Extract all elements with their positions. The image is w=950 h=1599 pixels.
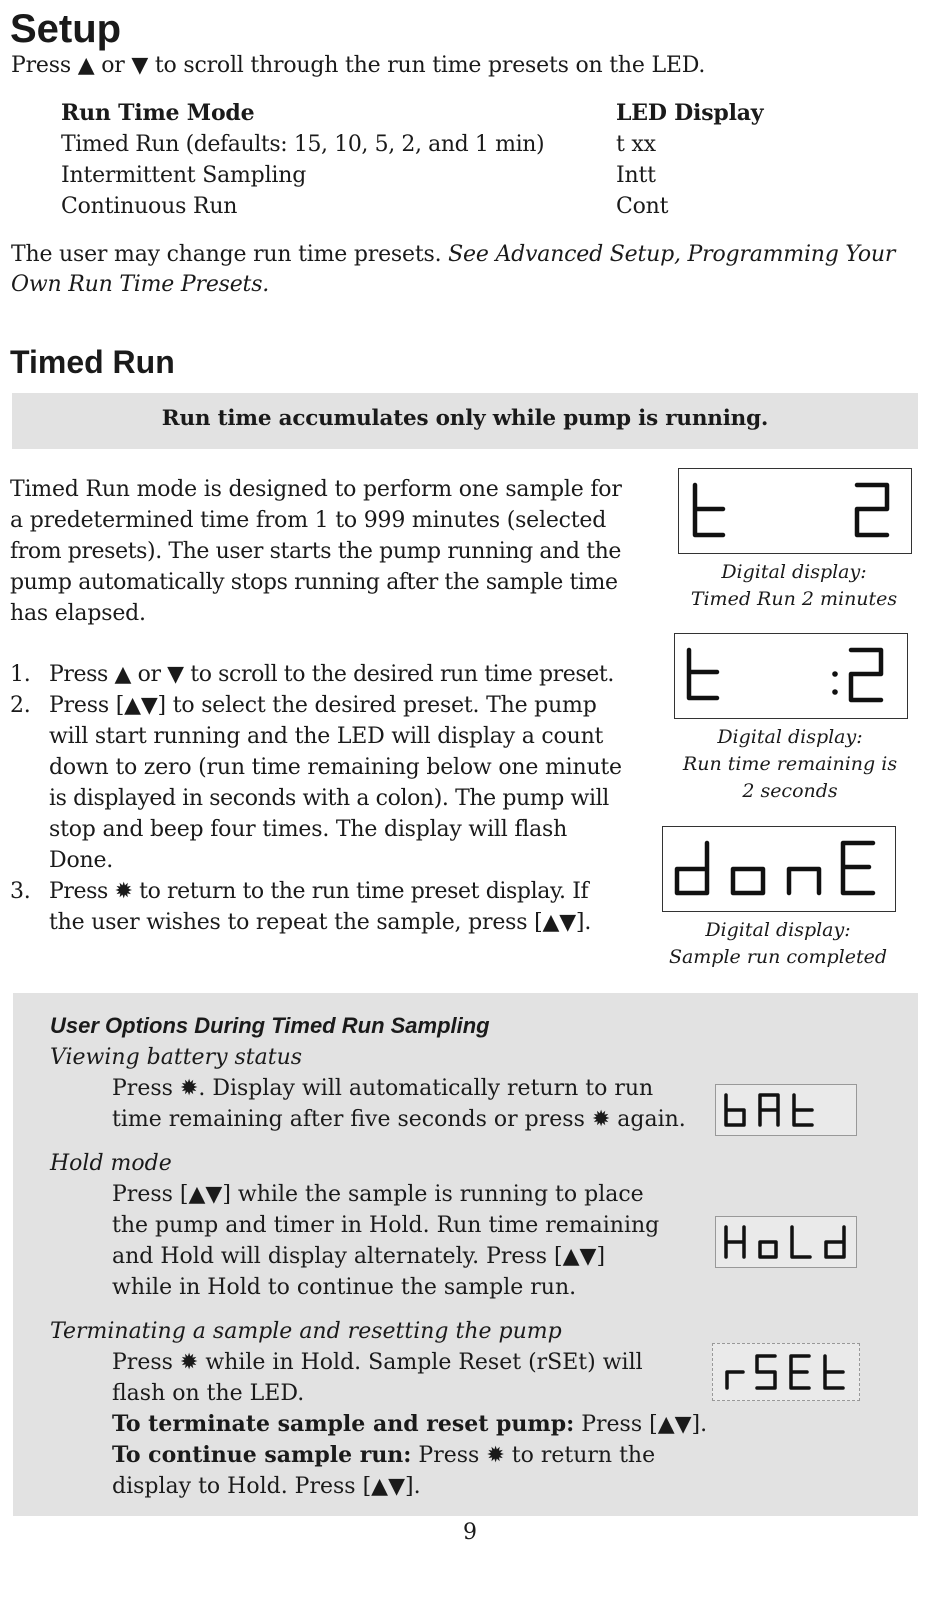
continue-instruction: Press ✹ to return the xyxy=(411,1443,656,1468)
step-item xyxy=(10,876,660,938)
led-segment-s xyxy=(757,1356,775,1388)
table-cell-mode: Continuous Run xyxy=(61,194,238,219)
led-segment-d xyxy=(826,1227,844,1257)
step-number: 3. xyxy=(10,879,31,904)
led-caption xyxy=(662,917,894,971)
setup-note-reference: See Advanced Setup, Programming Your xyxy=(448,242,896,267)
led-segment-n xyxy=(789,869,819,893)
led-segment-b xyxy=(726,1095,744,1125)
hold-text xyxy=(112,1179,659,1303)
hold-line: the pump and timer in Hold. Run time remaining xyxy=(112,1213,660,1238)
warning-banner-text: Run time accumulates only while pump is running. xyxy=(161,406,769,431)
paragraph-line: a predetermined time from 1 to 999 minutes (selected xyxy=(10,508,607,533)
step-number: 2. xyxy=(10,693,31,718)
paragraph-line: has elapsed. xyxy=(10,601,146,626)
led-segment-l xyxy=(792,1227,810,1257)
paragraph-line: pump automatically stops running after the sample time xyxy=(10,570,618,595)
led-caption xyxy=(678,559,910,613)
led-display-hold xyxy=(715,1216,857,1268)
reset-instruction: Press [▲▼]. xyxy=(574,1412,708,1437)
user-options-title: User Options During Timed Run Sampling xyxy=(50,1013,490,1038)
paragraph-line: from presets). The user starts the pump running and the xyxy=(10,539,622,564)
led-caption xyxy=(674,724,906,805)
led-digits xyxy=(663,827,895,911)
caption-line: Timed Run 2 minutes xyxy=(690,588,898,610)
led-segment-a xyxy=(760,1095,778,1125)
led-display-timed-run xyxy=(678,468,912,554)
led-segment-t xyxy=(695,485,723,535)
battery-line: time remaining after five seconds or press ✹ again. xyxy=(112,1107,686,1132)
led-display-reset xyxy=(712,1343,860,1401)
led-colon-dot xyxy=(832,671,838,677)
caption-line: Sample run completed xyxy=(668,946,888,968)
led-segment-r xyxy=(727,1372,743,1388)
setup-intro: Press ▲ or ▼ to scroll through the run time presets on the LED. xyxy=(11,53,706,78)
caption-line: 2 seconds xyxy=(742,780,838,802)
battery-text xyxy=(112,1073,686,1135)
battery-heading: Viewing battery status xyxy=(50,1045,303,1070)
led-segment-2 xyxy=(851,650,881,700)
setup-note-reference-cont: Own Run Time Presets. xyxy=(11,272,270,297)
led-segment-d xyxy=(677,843,707,893)
terminate-heading: Terminating a sample and resetting the pump xyxy=(50,1319,562,1344)
table-cell-led: t xx xyxy=(616,132,656,157)
table-cell-mode: Timed Run (defaults: 15, 10, 5, 2, and 1 min) xyxy=(61,132,545,157)
warning-banner xyxy=(12,393,918,449)
led-display-done xyxy=(662,826,896,912)
led-display-battery xyxy=(715,1084,857,1136)
led-digits xyxy=(675,634,907,718)
led-segment-o xyxy=(760,1242,776,1257)
step-text: Press [▲▼] to select the desired preset. The pump xyxy=(49,693,597,718)
led-digits xyxy=(679,469,911,553)
led-segment-h xyxy=(726,1227,744,1257)
timed-run-paragraph xyxy=(10,474,660,629)
led-segment-o xyxy=(733,869,763,893)
step-item xyxy=(10,690,660,876)
continue-instruction-label: To continue sample run: xyxy=(112,1442,412,1468)
table-header-led: LED Display xyxy=(616,100,764,126)
led-colon-dot xyxy=(832,689,838,695)
caption-line: Run time remaining is xyxy=(682,753,898,775)
table-header-mode: Run Time Mode xyxy=(61,100,255,126)
caption-line: Digital display: xyxy=(705,919,851,941)
battery-line: Press ✹. Display will automatically return to run xyxy=(112,1076,654,1101)
hold-line: Press [▲▼] while the sample is running to place xyxy=(112,1182,644,1207)
step-text: is displayed in seconds with a colon). The pump will xyxy=(49,786,609,811)
table-cell-mode: Intermittent Sampling xyxy=(61,163,307,188)
step-item xyxy=(10,659,660,690)
terminate-line: flash on the LED. xyxy=(112,1381,305,1406)
table-cell-led: Cont xyxy=(616,194,669,219)
page-number: 9 xyxy=(463,1520,477,1545)
caption-line: Digital display: xyxy=(721,561,867,583)
terminate-reset-line xyxy=(112,1409,707,1440)
led-segment-t xyxy=(794,1095,812,1125)
step-text: Press ▲ or ▼ to scroll to the desired run time preset. xyxy=(49,662,614,687)
led-digits xyxy=(716,1217,856,1267)
timed-run-title: Timed Run xyxy=(10,344,175,380)
led-segment-e xyxy=(843,843,873,893)
step-text: the user wishes to repeat the sample, press [▲▼]. xyxy=(49,910,592,935)
hold-line: and Hold will display alternately. Press [▲▼] xyxy=(112,1244,606,1269)
step-text: Press ✹ to return to the run time preset display. If xyxy=(49,879,589,904)
step-text: will start running and the LED will display a count xyxy=(49,724,604,749)
setup-note-plain: The user may change run time presets. xyxy=(11,242,449,267)
step-text: stop and beep four times. The display will flash xyxy=(49,817,568,842)
led-digits xyxy=(716,1085,856,1135)
led-segment-t xyxy=(825,1356,843,1388)
terminate-line: display to Hold. Press [▲▼]. xyxy=(112,1474,421,1499)
led-digits xyxy=(713,1344,859,1400)
terminate-continue-line xyxy=(112,1440,707,1471)
reset-instruction-label: To terminate sample and reset pump: xyxy=(112,1411,575,1437)
led-display-countdown xyxy=(674,633,908,719)
hold-line: while in Hold to continue the sample run. xyxy=(112,1275,577,1300)
hold-heading: Hold mode xyxy=(50,1151,172,1176)
step-text: Done. xyxy=(49,848,114,873)
led-segment-e xyxy=(791,1356,809,1388)
led-segment-t xyxy=(689,650,717,698)
steps-list xyxy=(10,659,660,938)
terminate-line: Press ✹ while in Hold. Sample Reset (rSEt) will xyxy=(112,1350,643,1375)
led-segment-2 xyxy=(857,485,887,535)
paragraph-line: Timed Run mode is designed to perform one sample for xyxy=(10,477,622,502)
step-text: down to zero (run time remaining below one minute xyxy=(49,755,622,780)
caption-line: Digital display: xyxy=(717,726,863,748)
setup-title: Setup xyxy=(10,7,122,51)
table-cell-led: Intt xyxy=(616,163,656,188)
step-number: 1. xyxy=(10,662,31,687)
terminate-text xyxy=(112,1347,707,1502)
setup-note xyxy=(11,239,911,270)
